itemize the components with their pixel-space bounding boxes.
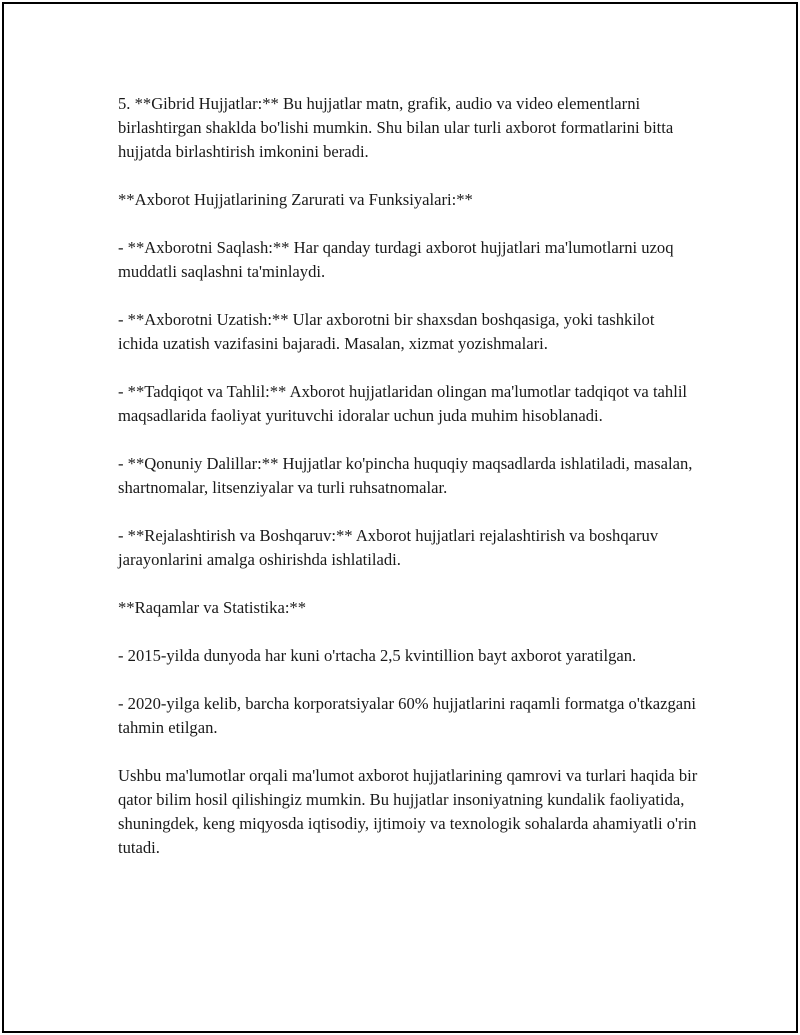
list-item-tadqiqot: - **Tadqiqot va Tahlil:** Axborot hujjatlaridan olingan ma'lumotlar tadqiqot va tahlil maqsadlarida faoliyat yurituvchi idoralar uchun juda muhim hisoblanadi. <box>118 382 688 425</box>
paragraph-conclusion: Ushbu ma'lumotlar orqali ma'lumot axborot hujjatlarining qamrovi va turlari haqida bir qator bilim hosil qilishingiz mumkin. Bu hujjatlar insoniyatning kundalik faoliyatida, shuningdek, keng miqyosda iqtisodiy, ijtimoiy va texnologik sohalarda ahamiyatli o'rin tutadi. <box>118 766 698 857</box>
heading-raqamlar-statistika: **Raqamlar va Statistika:** <box>118 598 307 617</box>
list-item-2015: - 2015-yilda dunyoda har kuni o'rtacha 2,5 kvintillion bayt axborot yaratilgan. <box>118 646 637 665</box>
list-item-2020: - 2020-yilga kelib, barcha korporatsiyalar 60% hujjatlarini raqamli formatga o'tkazgani tahmin etilgan. <box>118 694 697 737</box>
paragraph-gibrid-hujjatlar: 5. **Gibrid Hujjatlar:** Bu hujjatlar matn, grafik, audio va video elementlarni birlashtirgan shaklda bo'lishi mumkin. Shu bilan ular turli axborot formatlarini bitta hujjatda birlashtirish imkonini beradi. <box>118 94 674 161</box>
document-body <box>118 92 698 884</box>
heading-zarurati-funksiyalari: **Axborot Hujjatlarining Zarurati va Funksiyalari:** <box>118 190 473 209</box>
list-item-saqlash: - **Axborotni Saqlash:** Har qanday turdagi axborot hujjatlari ma'lumotlarni uzoq muddatli saqlashni ta'minlaydi. <box>118 238 674 281</box>
list-item-uzatish: - **Axborotni Uzatish:** Ular axborotni bir shaxsdan boshqasiga, yoki tashkilot ichida uzatish vazifasini bajaradi. Masalan, xizmat yozishmalari. <box>118 310 655 353</box>
list-item-qonuniy: - **Qonuniy Dalillar:** Hujjatlar ko'pincha huquqiy maqsadlarda ishlatiladi, masalan, shartnomalar, litsenziyalar va turli ruhsatnomalar. <box>118 454 693 497</box>
list-item-rejalashtirish: - **Rejalashtirish va Boshqaruv:** Axborot hujjatlari rejalashtirish va boshqaruv jarayonlarini amalga oshirishda ishlatiladi. <box>118 526 659 569</box>
